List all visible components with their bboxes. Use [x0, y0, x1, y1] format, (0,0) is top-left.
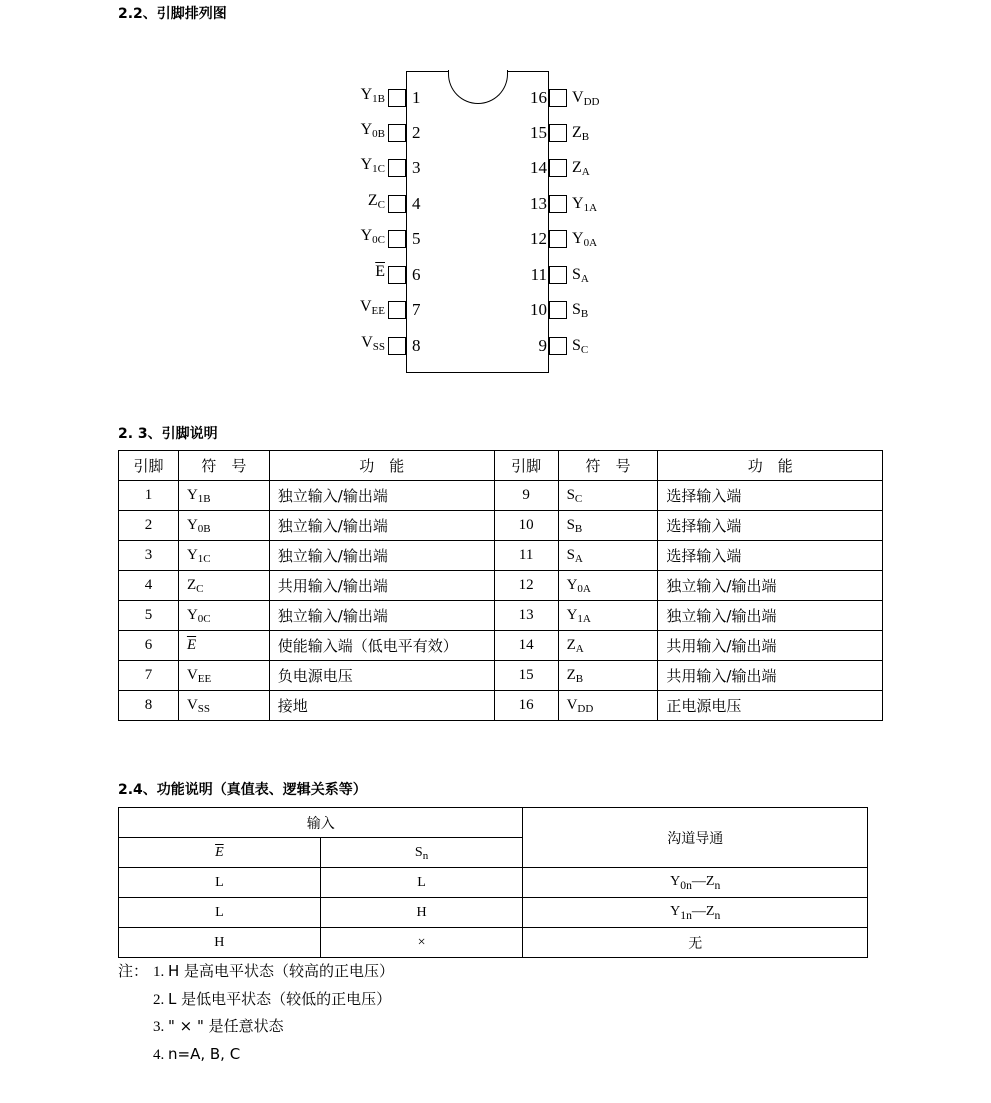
pin-15-number: 15	[530, 123, 547, 142]
pin-number-cell: 13	[494, 601, 558, 631]
pin-symbol-cell: $Y_{1B}$	[178, 481, 269, 511]
pin-number-cell: 11	[494, 541, 558, 571]
pin-11-pad	[549, 266, 567, 284]
pin-4-number: 4	[412, 194, 421, 213]
pin-14-number: 14	[530, 158, 547, 177]
pin-symbol-cell: $Y_{1A}$	[558, 601, 658, 631]
pin-10-number: 10	[530, 300, 547, 319]
channel-cell: $Y_{0n}—Z_n$	[523, 868, 868, 898]
pin-function-cell: 独立输入/输出端	[658, 601, 883, 631]
col-select: $S_n$	[320, 838, 523, 868]
table-row	[119, 928, 868, 958]
note-item: 1. H 是高电平状态（较高的正电压）	[153, 962, 395, 980]
pin-5-label: $Y_{0C}$	[360, 227, 385, 246]
pin-13-number: 13	[530, 194, 547, 213]
pin-15-label: $Z_B$	[572, 124, 590, 143]
function-heading: 2.4、功能说明（真值表、逻辑关系等）	[118, 782, 367, 798]
table-row	[119, 898, 868, 928]
input-header: 输入	[119, 808, 523, 838]
note-item: 4. n=A, B, C	[153, 1045, 241, 1063]
pin-description-table	[118, 450, 883, 721]
pin-function-cell: 独立输入/输出端	[269, 511, 494, 541]
pin-11-number: 11	[530, 265, 547, 284]
pin-3-label: $Y_{1C}$	[360, 156, 385, 175]
pin-number-cell: 5	[119, 601, 179, 631]
pin-function-cell: 共用输入/输出端	[658, 631, 883, 661]
pin-function-cell: 正电源电压	[658, 691, 883, 721]
chip-body	[406, 71, 549, 373]
pin-3-number: 3	[412, 158, 421, 177]
pin-symbol-cell: $Y_{1C}$	[178, 541, 269, 571]
table-row	[119, 691, 883, 721]
pin-function-cell: 独立输入/输出端	[269, 601, 494, 631]
pin-2-pad	[388, 124, 406, 142]
table-row	[119, 601, 883, 631]
pin-9-pad	[549, 337, 567, 355]
enable-cell: H	[119, 928, 321, 958]
pin-4-label: $Z_C$	[367, 192, 385, 211]
pin-number-cell: 9	[494, 481, 558, 511]
pin-1-label: $Y_{1B}$	[360, 86, 385, 105]
pin-9-number: 9	[538, 336, 547, 355]
truth-table-body	[119, 868, 868, 958]
table-row	[119, 631, 883, 661]
pin-symbol-cell: $Z_A$	[558, 631, 658, 661]
pin-8-number: 8	[412, 336, 421, 355]
pin-function-cell: 共用输入/输出端	[658, 661, 883, 691]
pin-number-cell: 1	[119, 481, 179, 511]
pin-12-number: 12	[530, 229, 547, 248]
header-symbol: 符 号	[178, 451, 269, 481]
pin-symbol-cell: $S_A$	[558, 541, 658, 571]
pin-13-label: $Y_{1A}$	[572, 195, 598, 214]
col-enable-bar: $\overline{E}$	[119, 838, 321, 868]
pinout-heading: 2.2、引脚排列图	[118, 6, 227, 22]
pin-6-number: 6	[412, 265, 421, 284]
table-row	[119, 481, 883, 511]
note-item: 2. L 是低电平状态（较低的正电压）	[153, 990, 392, 1008]
pin-number-cell: 6	[119, 631, 179, 661]
pin-number-cell: 7	[119, 661, 179, 691]
header-symbol-2: 符 号	[558, 451, 658, 481]
pin-12-pad	[549, 230, 567, 248]
pin-5-number: 5	[412, 229, 421, 248]
table-row	[119, 868, 868, 898]
pin-9-label: $S_C$	[572, 337, 589, 356]
pin-7-pad	[388, 301, 406, 319]
pin-1-number: 1	[412, 88, 421, 107]
pin-symbol-cell: $Y_{0A}$	[558, 571, 658, 601]
table-row	[119, 511, 883, 541]
pin-16-label: $V_{DD}$	[572, 89, 600, 108]
pin-number-cell: 16	[494, 691, 558, 721]
pin-6-label: $\overline{E}$	[375, 263, 385, 280]
pin-14-label: $Z_A$	[572, 159, 590, 178]
header-function: 功 能	[269, 451, 494, 481]
note-item: 3. " × " 是任意状态	[153, 1017, 284, 1035]
pin-3-pad	[388, 159, 406, 177]
pin-symbol-cell: $Z_C$	[178, 571, 269, 601]
pin-15-pad	[549, 124, 567, 142]
pin-symbol-cell: $V_{SS}$	[178, 691, 269, 721]
pin-symbol-cell: $V_{EE}$	[178, 661, 269, 691]
table-row	[119, 571, 883, 601]
enable-cell: L	[119, 868, 321, 898]
channel-header: 沟道导通	[523, 808, 868, 868]
pin-function-cell: 独立输入/输出端	[658, 571, 883, 601]
truth-table	[118, 807, 868, 958]
pin-symbol-cell: $S_C$	[558, 481, 658, 511]
pin-4-pad	[388, 195, 406, 213]
pin-number-cell: 10	[494, 511, 558, 541]
header-function-2: 功 能	[658, 451, 883, 481]
pin-function-cell: 选择输入端	[658, 541, 883, 571]
pin-function-cell: 使能输入端（低电平有效）	[269, 631, 494, 661]
pin-7-number: 7	[412, 300, 421, 319]
pin-table-body	[119, 481, 883, 721]
pin-number-cell: 3	[119, 541, 179, 571]
table-row	[119, 661, 883, 691]
header-pin: 引脚	[119, 451, 179, 481]
pin-symbol-cell: $Z_B$	[558, 661, 658, 691]
pin-10-pad	[549, 301, 567, 319]
pin-symbol-cell: $\overline{E}$	[178, 631, 269, 661]
pin-8-label: $V_{SS}$	[361, 334, 385, 353]
pin-symbol-cell: $S_B$	[558, 511, 658, 541]
pin-2-number: 2	[412, 123, 421, 142]
pin-number-cell: 12	[494, 571, 558, 601]
pin-10-label: $S_B$	[572, 301, 589, 320]
pin-function-cell: 独立输入/输出端	[269, 481, 494, 511]
pin-function-cell: 负电源电压	[269, 661, 494, 691]
pin-description-heading: 2. 3、引脚说明	[118, 426, 218, 442]
pin-14-pad	[549, 159, 567, 177]
select-cell: L	[320, 868, 523, 898]
header-pin-2: 引脚	[494, 451, 558, 481]
select-cell: H	[320, 898, 523, 928]
pin-16-number: 16	[530, 88, 547, 107]
pin-function-cell: 选择输入端	[658, 481, 883, 511]
pin-5-pad	[388, 230, 406, 248]
pin-symbol-cell: $Y_{0B}$	[178, 511, 269, 541]
enable-cell: L	[119, 898, 321, 928]
pin-number-cell: 2	[119, 511, 179, 541]
pin-12-label: $Y_{0A}$	[572, 230, 598, 249]
pin-table-header-row	[119, 451, 883, 481]
pin-symbol-cell: $Y_{0C}$	[178, 601, 269, 631]
pin-11-label: $S_A$	[572, 266, 589, 285]
pin-symbol-cell: $V_{DD}$	[558, 691, 658, 721]
pin-function-cell: 选择输入端	[658, 511, 883, 541]
select-cell: ×	[320, 928, 523, 958]
table-row	[119, 541, 883, 571]
pin-16-pad	[549, 89, 567, 107]
truth-table-header-row	[119, 808, 868, 838]
pin-number-cell: 8	[119, 691, 179, 721]
pin-number-cell: 4	[119, 571, 179, 601]
pin-8-pad	[388, 337, 406, 355]
notes-prefix: 注：	[118, 962, 149, 980]
pin-number-cell: 14	[494, 631, 558, 661]
channel-cell: $Y_{1n}—Z_n$	[523, 898, 868, 928]
pin-function-cell: 接地	[269, 691, 494, 721]
channel-cell: 无	[523, 928, 868, 958]
pin-7-label: $V_{EE}$	[359, 298, 385, 317]
pin-13-pad	[549, 195, 567, 213]
pin-6-pad	[388, 266, 406, 284]
pin-function-cell: 共用输入/输出端	[269, 571, 494, 601]
pin-2-label: $Y_{0B}$	[360, 121, 385, 140]
pin-number-cell: 15	[494, 661, 558, 691]
pin-function-cell: 独立输入/输出端	[269, 541, 494, 571]
pin-1-pad	[388, 89, 406, 107]
